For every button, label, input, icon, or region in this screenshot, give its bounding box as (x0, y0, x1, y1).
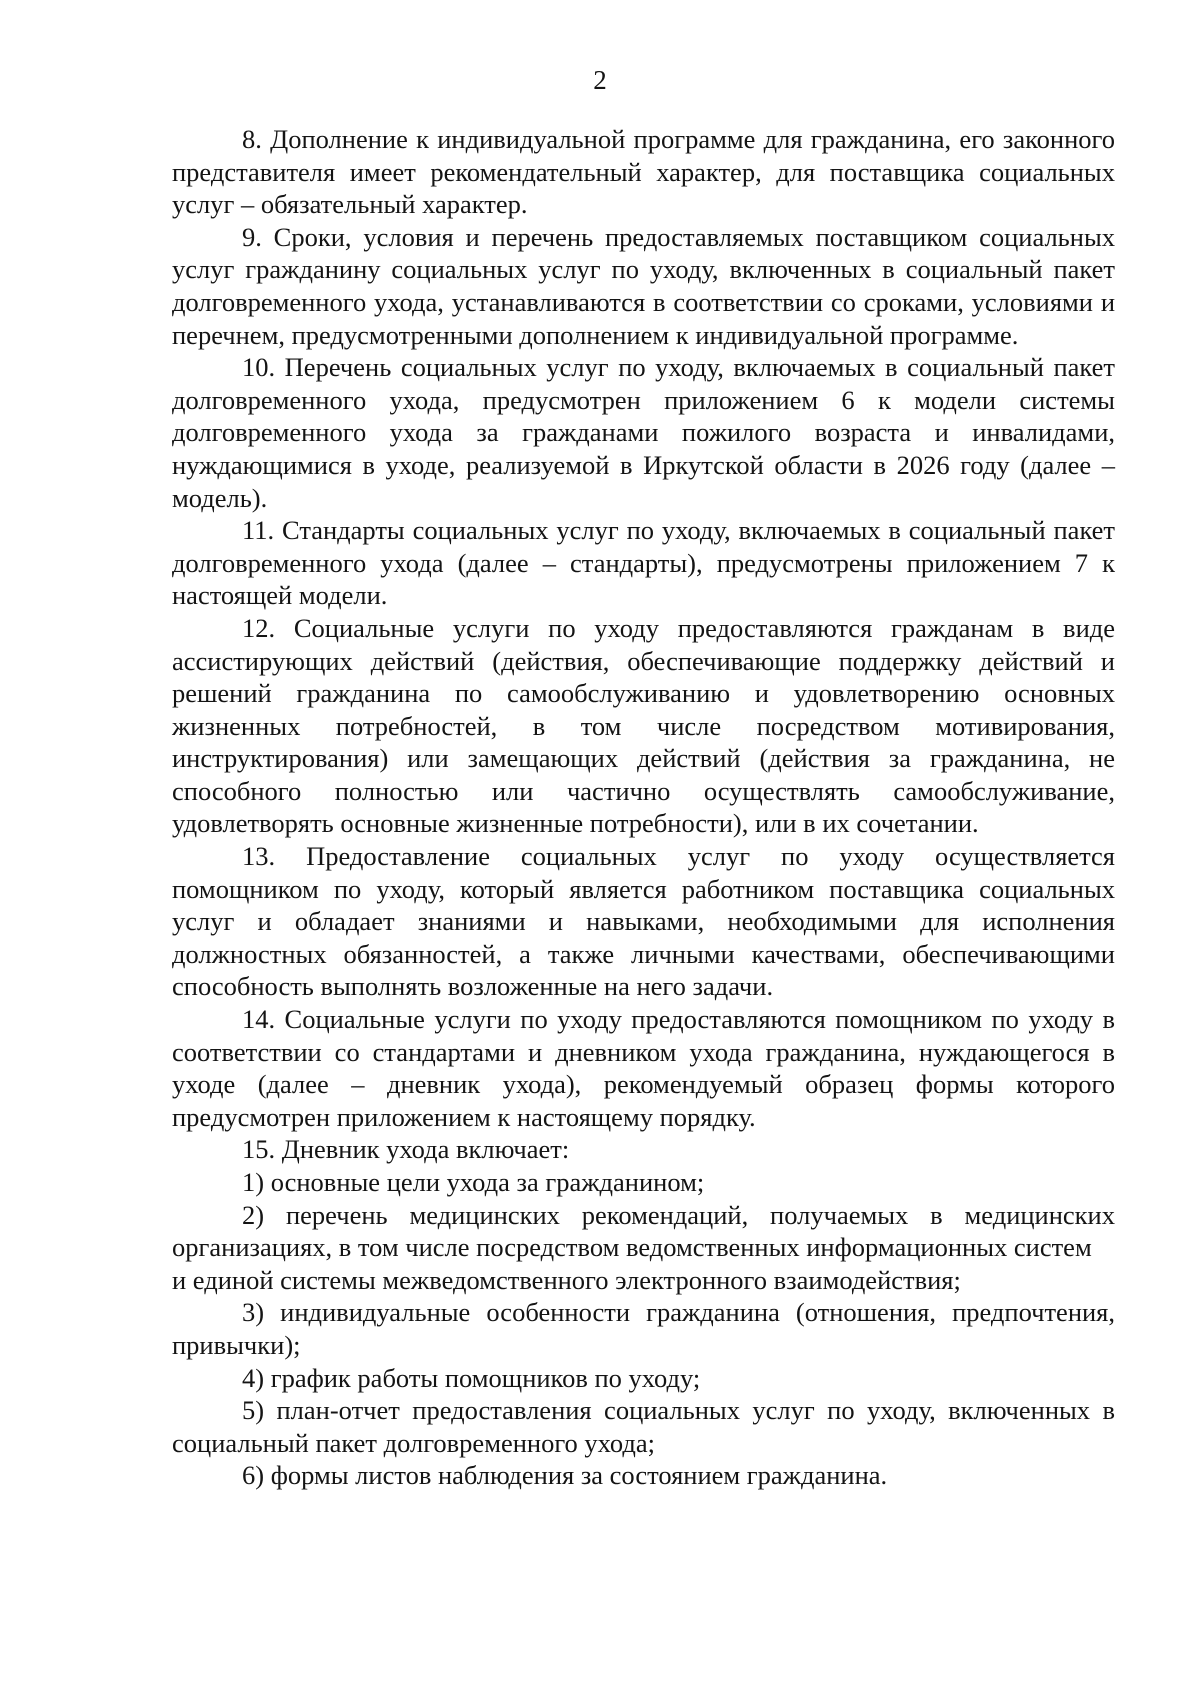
paragraph-10: 10. Перечень социальных услуг по уходу, включаемых в социальный пакет долговременного ухода, предусмотрен приложением 6 к модели системы долговременного ухода за гражданами пожилого возраста и инвалидами, нуждающимися в уходе, реализуемой в Иркутской области в 2026 году (далее – модель). (172, 352, 1115, 513)
paragraph-12: 12. Социальные услуги по уходу предоставляются гражданам в виде ассистирующих действий (действия, обеспечивающие поддержку действий и решений гражданина по самообслуживанию и удовлетворению основных жизненных потребностей, в том числе посредством мотивирования, инструктирования) или замещающих действий (действия за гражданина, не способного полностью или частично осуществлять самообслуживание, удовлетворять основные жизненные потребности), или в их сочетании. (172, 612, 1115, 839)
list-item-6: 6) формы листов наблюдения за состоянием гражданина. (242, 1460, 888, 1491)
list-item-3: 3) индивидуальные особенности гражданина (отношения, предпочтения, привычки); (172, 1297, 1115, 1360)
list-item-5: 5) план-отчет предоставления социальных услуг по уходу, включенных в социальный пакет долговременного ухода; (172, 1395, 1115, 1458)
page-number: 2 (593, 65, 607, 95)
paragraph-9: 9. Сроки, условия и перечень предоставляемых поставщиком социальных услуг гражданину социальных услуг по уходу, включенных в социальный пакет долговременного ухода, устанавливаются в соответствии со сроками, условиями и перечнем, предусмотренными дополнением к индивидуальной программе. (172, 221, 1115, 350)
paragraph-14: 14. Социальные услуги по уходу предоставляются помощником по уходу в соответствии со стандартами и дневником ухода гражданина, нуждающегося в уходе (далее – дневник ухода), рекомендуемый образец формы которого предусмотрен приложением к настоящему порядку. (172, 1004, 1115, 1132)
list-item-1: 1) основные цели ухода за гражданином; (242, 1167, 705, 1197)
list-item-4: 4) график работы помощников по уходу; (242, 1362, 701, 1393)
paragraph-11: 11. Стандарты социальных услуг по уходу, включаемых в социальный пакет долговременного ухода (далее – стандарты), предусмотрены приложением 7 к настоящей модели. (172, 515, 1115, 611)
paragraph-13: 13. Предоставление социальных услуг по уходу осуществляется помощником по уходу, который является работником поставщика социальных услуг и обладает знаниями и навыками, необходимыми для исполнения должностных обязанностей, а также личными качествами, обеспечивающими способность выполнять возложенные на него задачи. (172, 841, 1115, 1002)
list-item-2-continuation: и единой системы межведомственного электронного взаимодействия; (172, 1264, 961, 1295)
document-body (172, 123, 1115, 1492)
list-item-2: 2) перечень медицинских рекомендаций, получаемых в медицинских организациях, в том числе посредством ведомственных информационных систем (172, 1199, 1115, 1263)
paragraph-15: 15. Дневник ухода включает: (242, 1134, 570, 1165)
paragraph-8: 8. Дополнение к индивидуальной программе для гражданина, его законного представителя имеет рекомендательный характер, для поставщика социальных услуг – обязательный характер. (172, 124, 1115, 220)
